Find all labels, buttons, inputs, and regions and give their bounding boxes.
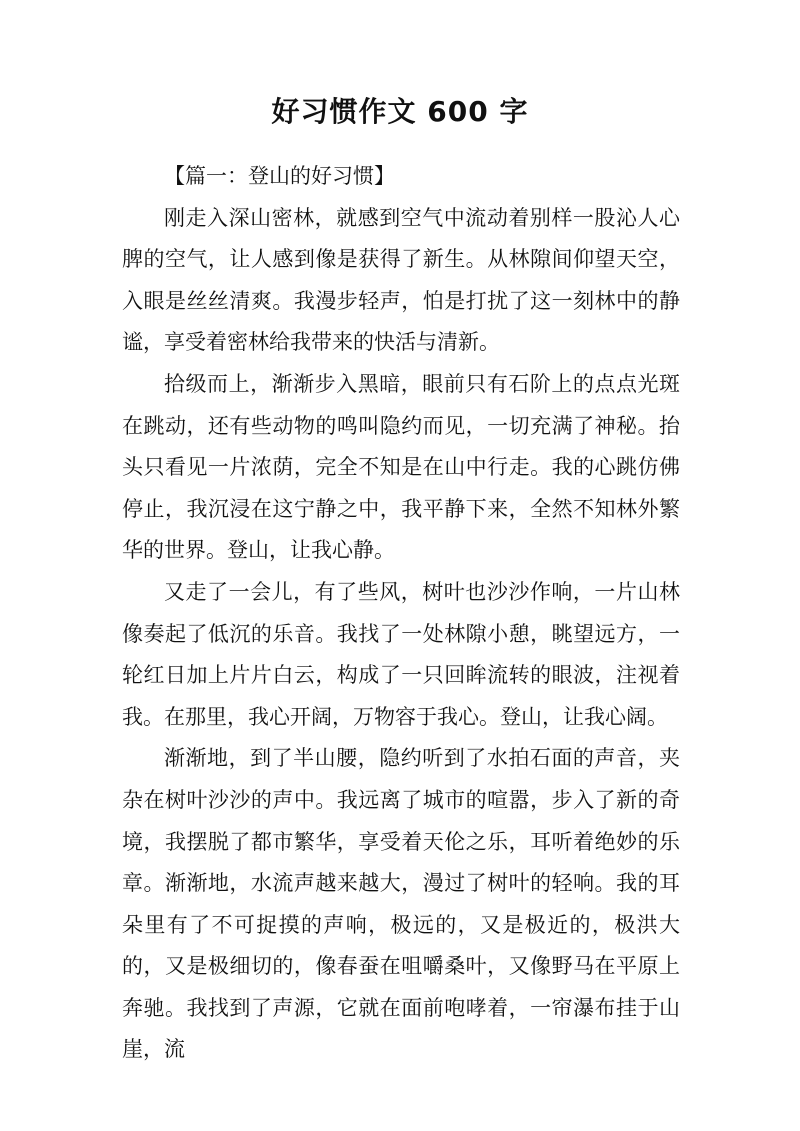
paragraph-4: 渐渐地，到了半山腰，隐约听到了水拍石面的声音，夹杂在树叶沙沙的声中。我远离了城市的喧嚣，步入了新的奇境，我摆脱了都市繁华，享受着天伦之乐，耳听着绝妙的乐章。渐渐地，水流声越来越大，漫过了树叶的轻响。我的耳朵里有了不可捉摸的声响，极远的，又是极近的，极洪大的，又是极细切的，像春蚕在咀嚼桑叶，又像野马在平原上奔驰。我找到了声源，它就在面前咆哮着，一帘瀑布挂于山崖，流 xyxy=(122,746,680,1062)
paragraph-1: 刚走入深山密林，就感到空气中流动着别样一股沁人心脾的空气，让人感到像是获得了新生。从林隙间仰望天空，入眼是丝丝清爽。我漫步轻声，怕是打扰了这一刻林中的静谧，享受着密林给我带来的快活与清新。 xyxy=(122,205,680,355)
document-body xyxy=(122,156,680,1071)
page-title: 好习惯作文 600 字 xyxy=(271,95,529,128)
paragraph-3: 又走了一会儿，有了些风，树叶也沙沙作响，一片山林像奏起了低沉的乐音。我找了一处林隙小憩，眺望远方，一轮红日加上片片白云，构成了一只回眸流转的眼波，注视着我。在那里，我心开阔，万物容于我心。登山，让我心阔。 xyxy=(122,579,680,729)
paragraph-2: 拾级而上，渐渐步入黑暗，眼前只有石阶上的点点光斑在跳动，还有些动物的鸣叫隐约而见，一切充满了神秘。抬头只看见一片浓荫，完全不知是在山中行走。我的心跳仿佛停止，我沉浸在这宁静之中，我平静下来，全然不知林外繁华的世界。登山，让我心静。 xyxy=(122,371,680,563)
section-heading: 【篇一：登山的好习惯】 xyxy=(164,164,395,188)
